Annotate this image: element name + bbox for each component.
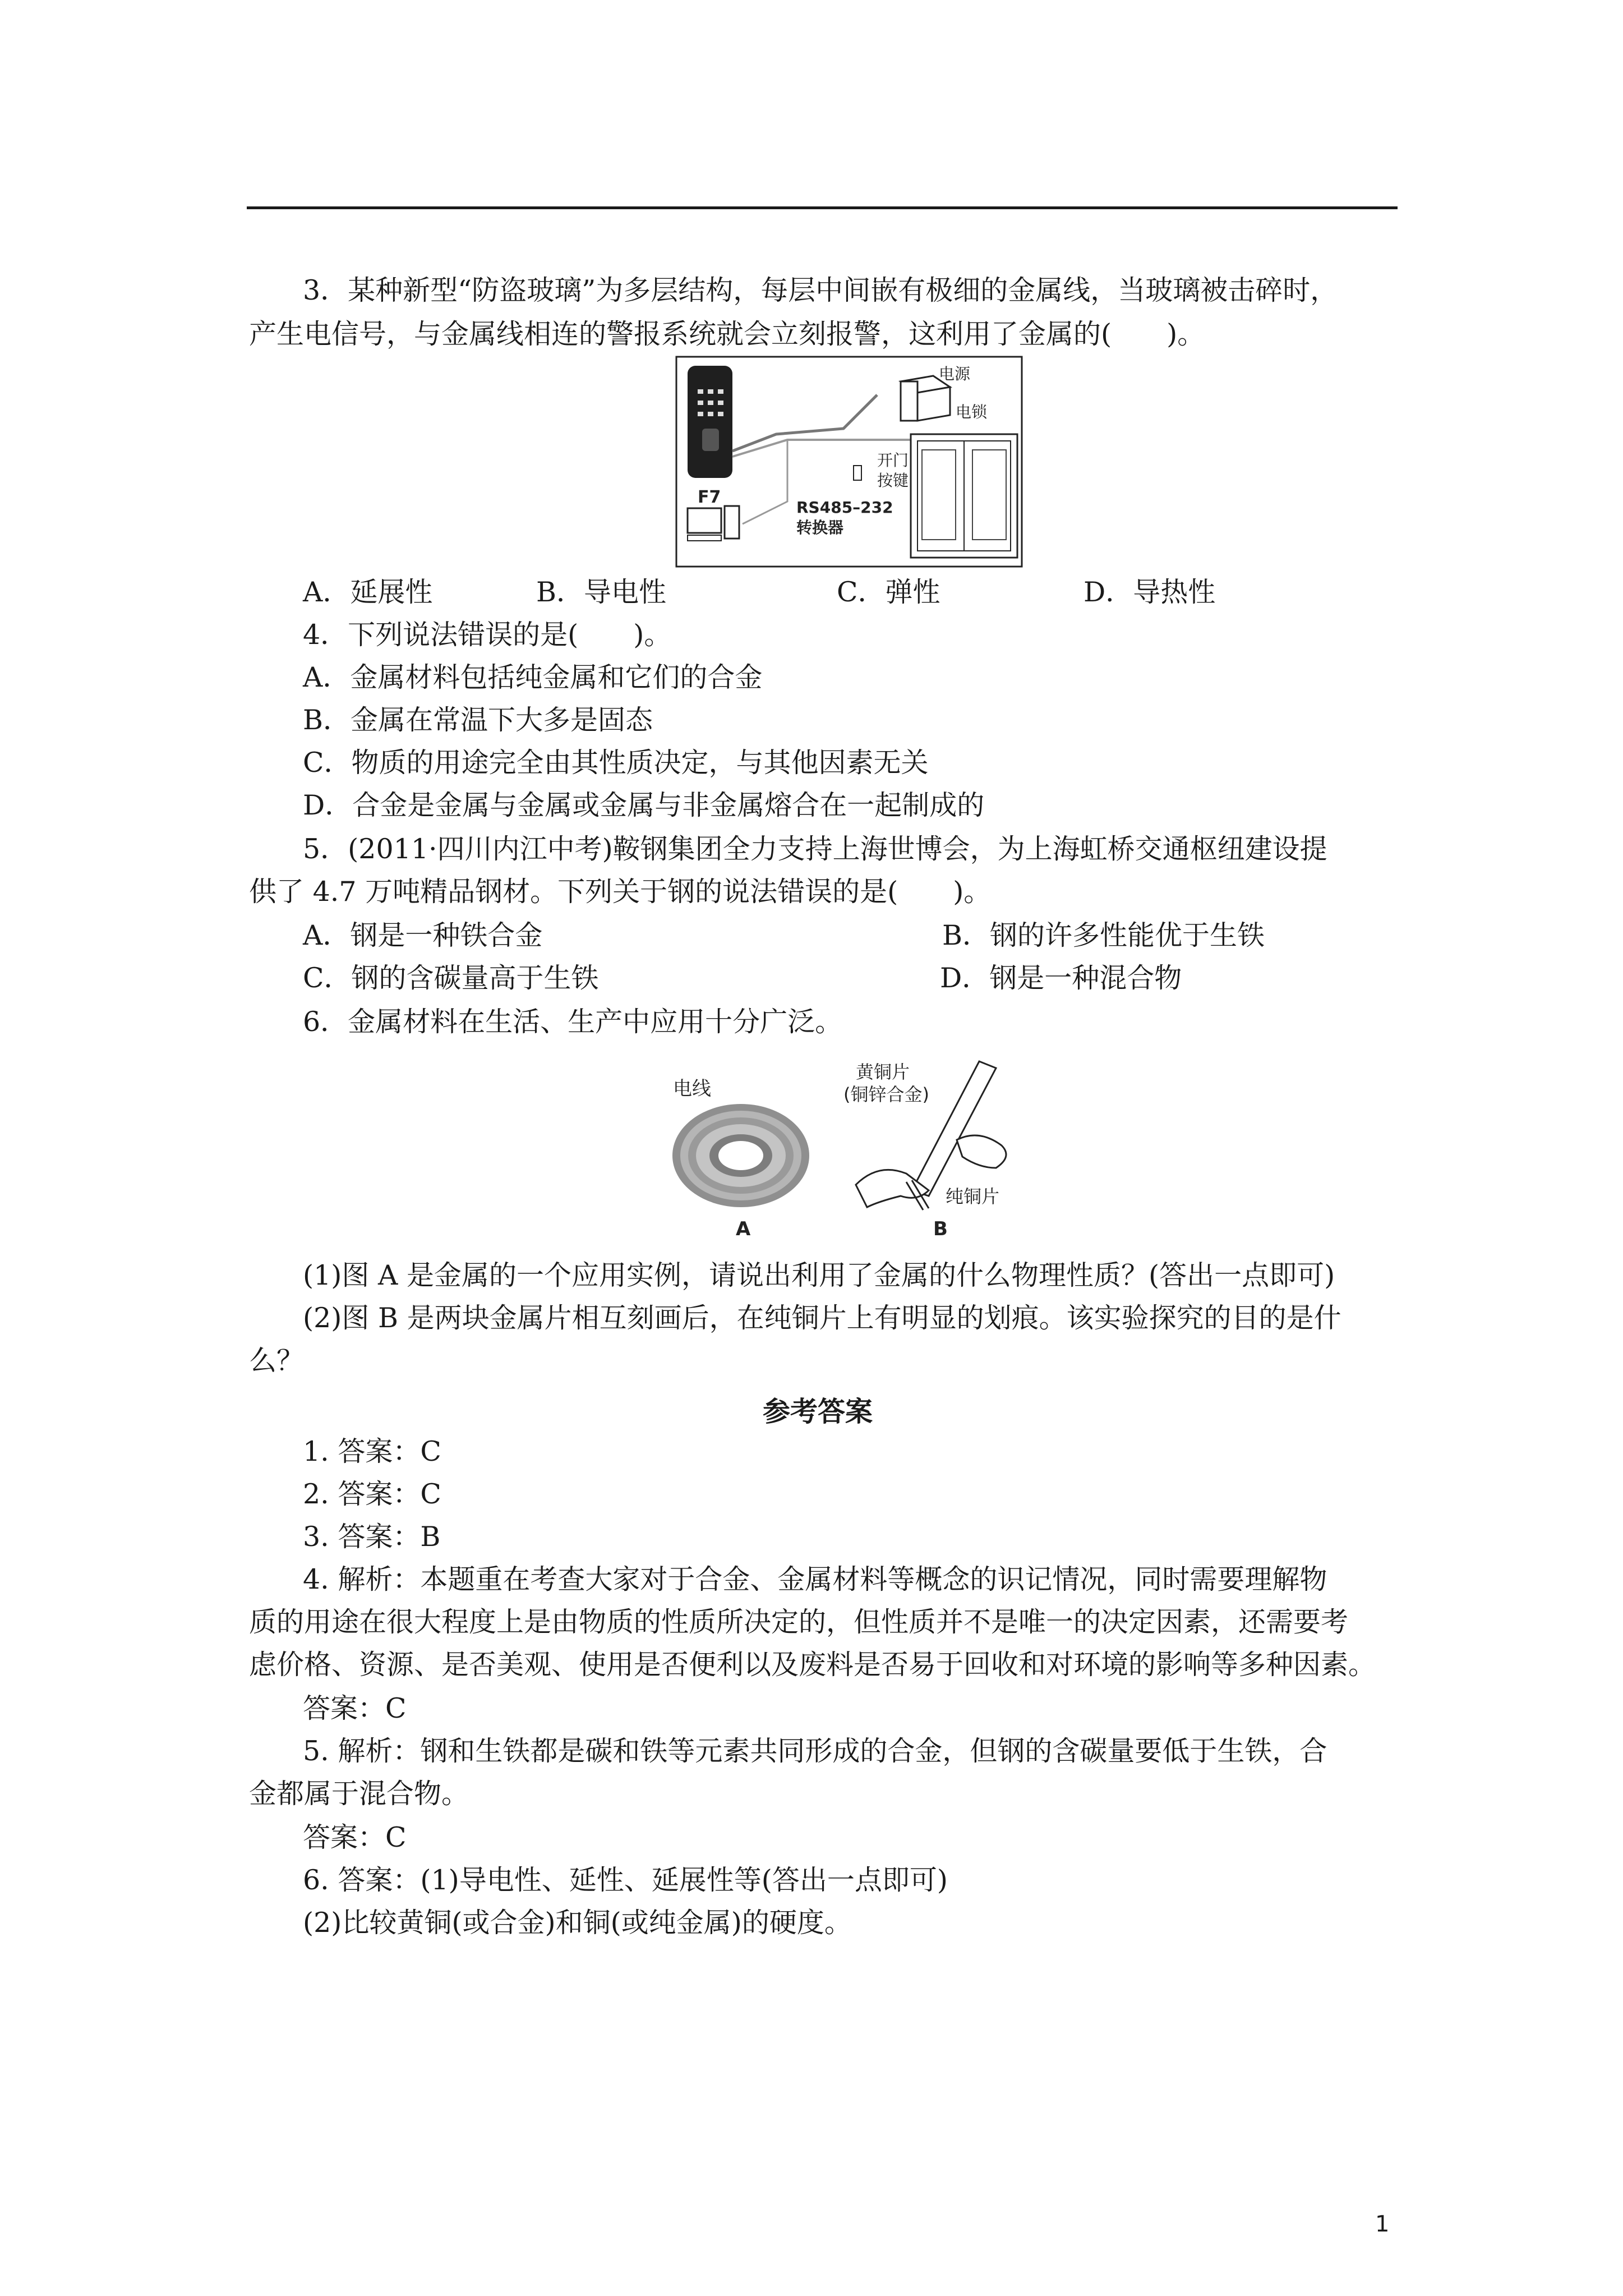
q3-option-a: A．延展性: [303, 576, 433, 608]
label-rs: RS485–232: [796, 498, 893, 517]
q5-option-b: B．钢的许多性能优于生铁: [942, 919, 1265, 951]
label-key: 按键: [877, 471, 909, 490]
label-copper: 纯铜片: [946, 1186, 1000, 1207]
q3-line1: 3．某种新型“防盗玻璃”为多层结构，每层中间嵌有极细的金属线，当玻璃被击碎时，: [303, 274, 1338, 306]
q4-option-b: B．金属在常温下大多是固态: [303, 704, 653, 736]
answer-4-line3: 虑价格、资源、是否美观、使用是否便利以及废料是否易于回收和对环境的影响等多种因素。: [249, 1649, 1376, 1681]
answer-2: 2. 答案：C: [303, 1478, 441, 1510]
q6-sub2-line1: (2)图 B 是两块金属片相互刻画后，在纯铜片上有明显的划痕。该实验探究的目的是什: [303, 1302, 1341, 1334]
label-wire: 电线: [673, 1078, 711, 1100]
label-brass1: 黄铜片: [856, 1061, 910, 1083]
q3-line2: 产生电信号，与金属线相连的警报系统就会立刻报警，这利用了金属的( )。: [249, 318, 1205, 350]
metal-use-figure: [665, 1056, 1035, 1246]
label-lock: 电锁: [956, 403, 988, 421]
label-brass2: (铜锌合金): [843, 1084, 929, 1105]
q6-sub1: (1)图 A 是金属的一个应用实例，请说出利用了金属的什么物理性质？(答出一点即可): [303, 1259, 1335, 1291]
label-f7: F7: [698, 487, 721, 507]
header-rule: [247, 206, 1398, 209]
page-number: 1: [1375, 2211, 1390, 2237]
q5-line2: 供了 4.7 万吨精品钢材。下列关于钢的说法错误的是( )。: [249, 876, 992, 908]
q3-option-c: C．弹性: [837, 576, 940, 608]
answer-4-line1: 4. 解析：本题重在考查大家对于合金、金属材料等概念的识记情况，同时需要理解物: [303, 1563, 1327, 1595]
q3-option-d: D．导热性: [1083, 576, 1216, 608]
label-power: 电源: [939, 365, 971, 383]
answer-3: 3. 答案：B: [303, 1521, 441, 1553]
q5-option-d: D．钢是一种混合物: [940, 962, 1182, 994]
answer-6-line2: (2)比较黄铜(或合金)和铜(或纯金属)的硬度。: [303, 1907, 852, 1939]
q5-option-a: A．钢是一种铁合金: [303, 919, 543, 951]
answer-5-line1: 5. 解析：钢和生铁都是碳和铁等元素共同形成的合金，但钢的含碳量要低于生铁，合: [303, 1735, 1327, 1767]
label-a: A: [736, 1218, 751, 1240]
label-b: B: [933, 1218, 948, 1240]
q4-option-c: C．物质的用途完全由其性质决定，与其他因素无关: [303, 747, 929, 779]
answer-4-result: 答案：C: [303, 1692, 407, 1724]
answer-6-line1: 6. 答案：(1)导电性、延性、延展性等(答出一点即可): [303, 1864, 948, 1896]
answers-heading: 参考答案: [763, 1396, 873, 1428]
q4-option-d: D．合金是金属与金属或金属与非金属熔合在一起制成的: [303, 789, 985, 821]
answer-5-result: 答案：C: [303, 1821, 407, 1853]
q5-line1: 5．(2011·四川内江中考)鞍钢集团全力支持上海世博会，为上海虹桥交通枢纽建设提: [303, 833, 1327, 865]
label-open: 开门: [877, 451, 909, 470]
label-conv: 转换器: [796, 518, 844, 537]
q3-option-b: B．导电性: [536, 576, 667, 608]
answer-4-line2: 质的用途在很大程度上是由物质的性质所决定的，但性质并不是唯一的决定因素，还需要考: [249, 1606, 1349, 1638]
alarm-system-figure: [675, 356, 1023, 568]
q4-stem: 4．下列说法错误的是( )。: [303, 619, 672, 651]
q6-stem: 6．金属材料在生活、生产中应用十分广泛。: [303, 1006, 843, 1038]
answer-5-line2: 金都属于混合物。: [249, 1778, 469, 1810]
answer-1: 1. 答案：C: [303, 1435, 441, 1467]
q5-option-c: C．钢的含碳量高于生铁: [303, 962, 599, 994]
q6-sub2-line2: 么？: [249, 1345, 305, 1377]
q4-option-a: A．金属材料包括纯金属和它们的合金: [303, 661, 763, 693]
